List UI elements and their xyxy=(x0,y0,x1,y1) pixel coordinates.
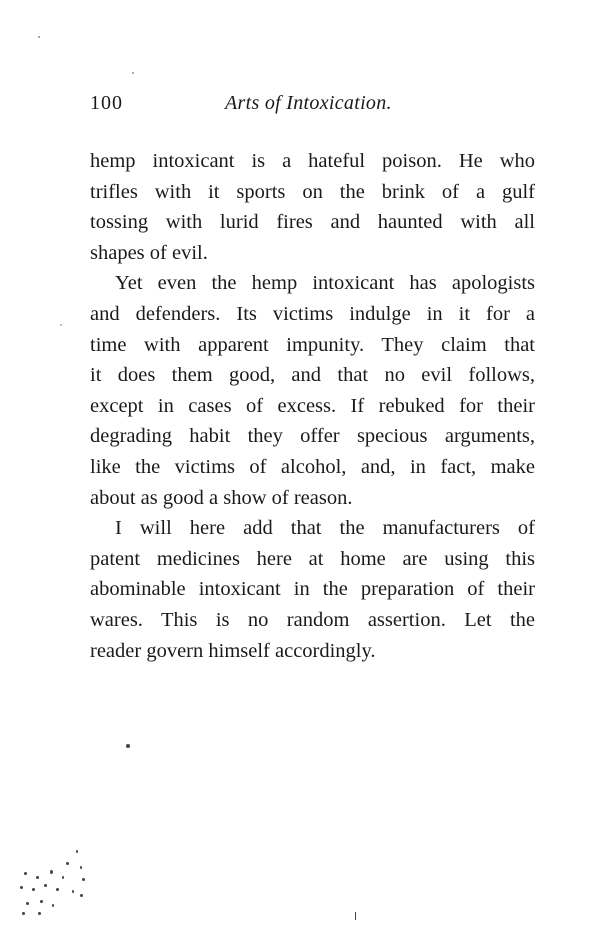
text-line: time with apparent impunity. They claim that xyxy=(90,333,535,356)
text-line: shapes of evil. xyxy=(90,241,208,264)
scan-speck xyxy=(60,324,62,326)
scan-speck xyxy=(126,744,130,748)
text-line: like the victims of alcohol, and, in fact, make xyxy=(90,455,535,478)
text-line: about as good a show of reason. xyxy=(90,486,353,509)
body-text xyxy=(90,146,535,666)
text-line: and defenders. Its victims indulge in it for a xyxy=(90,302,535,325)
scan-speck-cluster xyxy=(18,848,88,918)
text-line: except in cases of excess. If rebuked for their xyxy=(90,394,535,417)
text-line: trifles with it sports on the brink of a gulf xyxy=(90,180,535,203)
running-title: Arts of Intoxication. xyxy=(225,92,392,114)
scan-speck xyxy=(38,36,40,38)
text-line: degrading habit they offer specious arguments, xyxy=(90,425,535,448)
text-line: abominable intoxicant in the preparation of their xyxy=(90,578,535,601)
text-line: wares. This is no random assertion. Let the xyxy=(90,608,535,631)
text-line: tossing with lurid fires and haunted with all xyxy=(90,211,535,234)
text-line: hemp intoxicant is a hateful poison. He who xyxy=(90,150,535,172)
paragraph-start-line: Yet even the hemp intoxicant has apologists xyxy=(115,272,535,295)
text-line: it does them good, and that no evil follows, xyxy=(90,364,535,387)
paragraph-start-line: I will here add that the manufacturers of xyxy=(115,517,535,540)
page-number: 100 xyxy=(90,92,123,114)
scan-speck xyxy=(355,912,356,920)
scan-speck xyxy=(132,72,134,74)
text-line: patent medicines here at home are using this xyxy=(90,547,535,570)
page-header xyxy=(90,92,535,118)
text-line: reader govern himself accordingly. xyxy=(90,639,376,662)
